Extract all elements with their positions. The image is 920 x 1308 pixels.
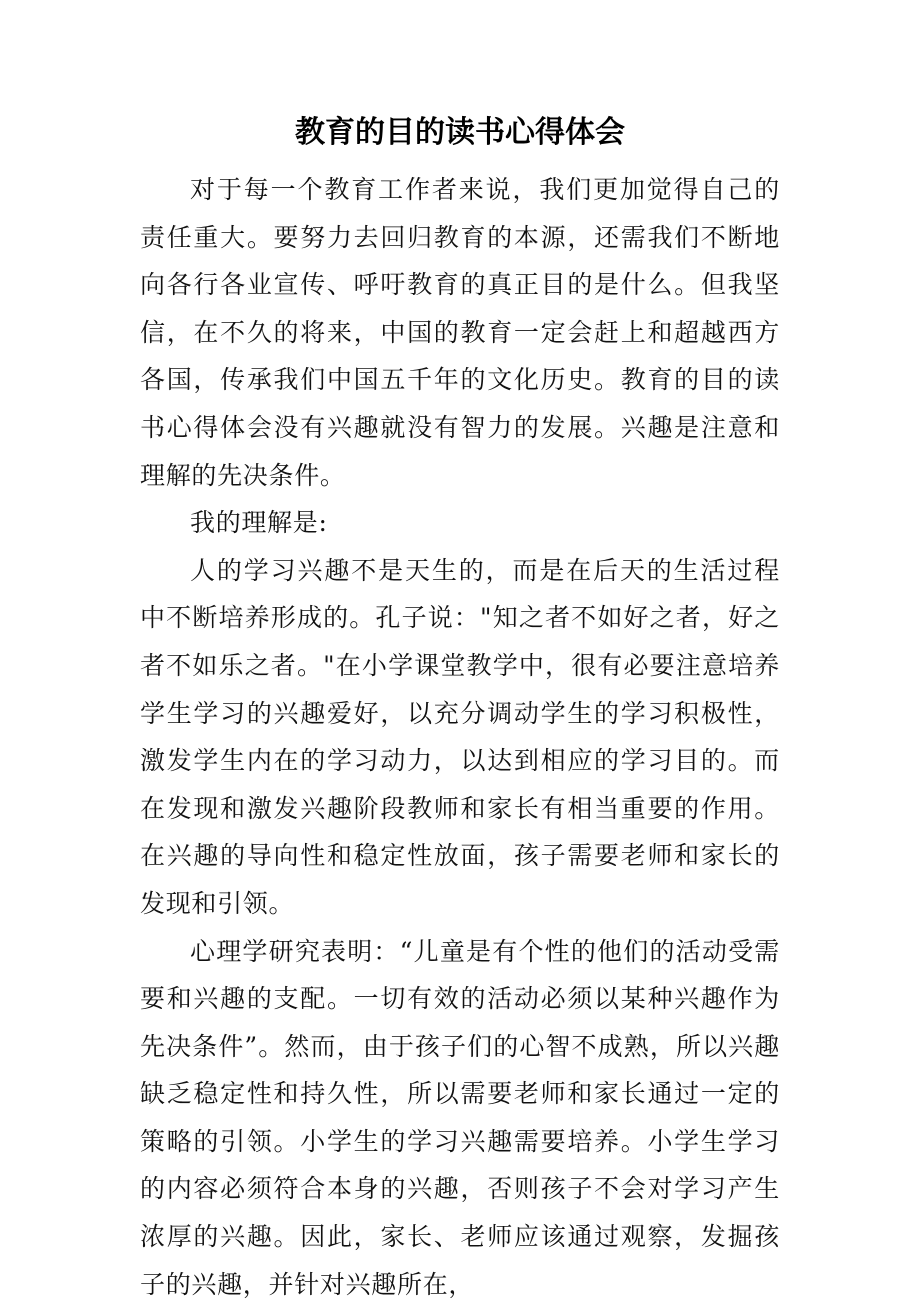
paragraph-1: 对于每一个教育工作者来说，我们更加觉得自己的责任重大。要努力去回归教育的本源，还需我们不断地向各行各业宣传、呼吁教育的真正目的是什么。但我坚信，在不久的将来，中国的教育一定会赶上和超越西方各国，传承我们中国五千年的文化历史。教育的目的读书心得体会没有兴趣就没有智力的发展。兴趣是注意和理解的先决条件。: [140, 166, 780, 499]
document-body: [140, 166, 780, 1308]
document-title: 教育的目的读书心得体会: [140, 110, 780, 156]
paragraph-2: 我的理解是:: [140, 499, 780, 547]
paragraph-3: 人的学习兴趣不是天生的，而是在后天的生活过程中不断培养形成的。孔子说："知之者不如好之者，好之者不如乐之者。"在小学课堂教学中，很有必要注意培养学生学习的兴趣爱好，以充分调动学生的学习积极性，激发学生内在的学习动力，以达到相应的学习目的。而在发现和激发兴趣阶段教师和家长有相当重要的作用。在兴趣的导向性和稳定性放面，孩子需要老师和家长的发现和引领。: [140, 547, 780, 928]
paragraph-4: 心理学研究表明：“儿童是有个性的他们的活动受需要和兴趣的支配。一切有效的活动必须以某种兴趣作为先决条件”。然而，由于孩子们的心智不成熟，所以兴趣缺乏稳定性和持久性，所以需要老师和家长通过一定的策略的引领。小学生的学习兴趣需要培养。小学生学习的内容必须符合本身的兴趣，否则孩子不会对学习产生浓厚的兴趣。因此，家长、老师应该通过观察，发掘孩子的兴趣，并针对兴趣所在，: [140, 928, 780, 1308]
